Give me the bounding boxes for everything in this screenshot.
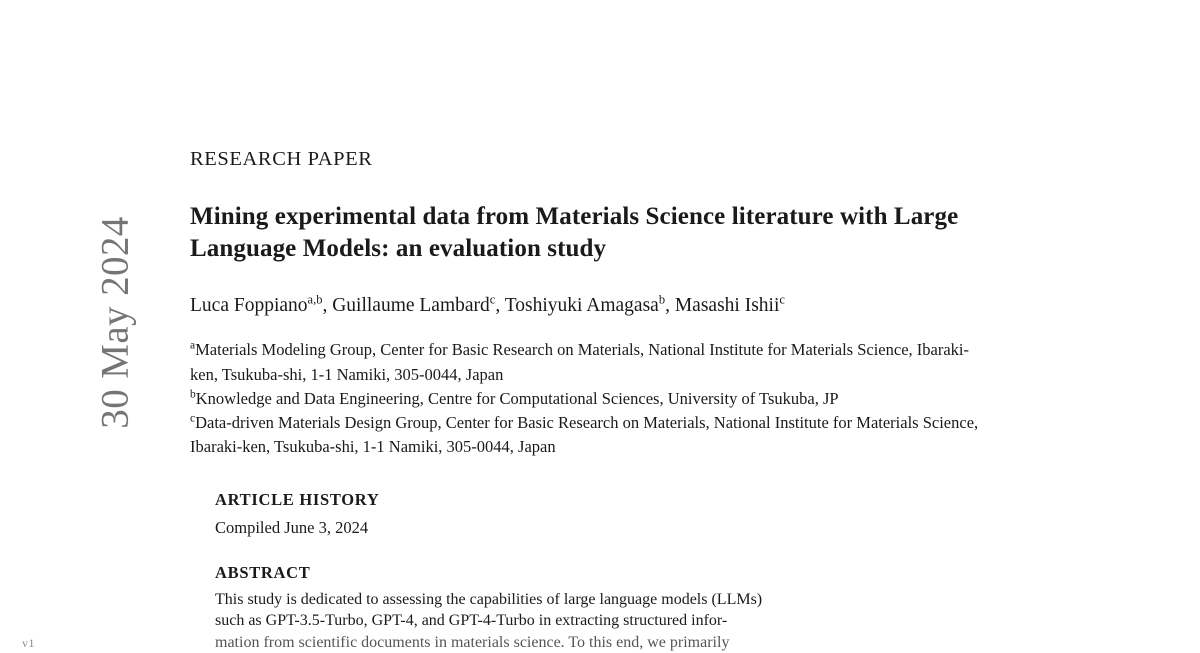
affiliation-item: [190, 338, 995, 387]
affiliation-mark: a: [190, 339, 196, 352]
author-name: Toshiyuki Amagasa: [504, 295, 659, 316]
paper-kicker: RESEARCH PAPER: [190, 148, 373, 170]
paper-content: [190, 148, 990, 653]
abstract-line: mation from scientific documents in materials science. To this end, we primarily: [215, 633, 730, 651]
author-entry: [674, 292, 785, 316]
affiliation-mark: c: [190, 412, 196, 425]
affiliation-item: [190, 411, 995, 460]
article-history-compiled: Compiled June 3, 2024: [215, 517, 369, 537]
affiliation-mark: b: [190, 388, 196, 401]
abstract-heading: ABSTRACT: [215, 562, 311, 582]
affiliation-text: Knowledge and Data Engineering, Centre for Computational Sciences, University of Tsukuba, JP: [195, 388, 839, 408]
affiliation-text: Materials Modeling Group, Center for Basic Research on Materials, National Institute for Materials Science, Ibaraki-ken, Tsukuba-shi, 1-1 Namiki, 305-0044, Japan: [190, 340, 969, 384]
author-list: [190, 293, 990, 318]
arxiv-side-stamp-date: 30 May 2024: [93, 216, 137, 429]
author-separator: ,: [322, 295, 333, 316]
author-name: Luca Foppiano: [190, 295, 308, 316]
page-title: Mining experimental data from Materials Science literature with Large Language Models: an evaluation study: [190, 203, 959, 262]
arxiv-side-stamp-version: v1: [22, 636, 35, 650]
abstract-line: such as GPT-3.5-Turbo, GPT-4, and GPT-4-Turbo in extracting structured infor-: [215, 612, 728, 630]
author-separator: ,: [495, 295, 505, 316]
author-affiliation-marks: c: [489, 292, 496, 307]
author-name: Masashi Ishii: [674, 295, 780, 316]
article-history-block: [190, 490, 915, 539]
author-entry: [504, 292, 675, 316]
author-entry: [332, 292, 505, 316]
abstract-line: This study is dedicated to assessing the capabilities of large language models (LLMs): [215, 590, 763, 608]
author-affiliation-marks: c: [779, 292, 785, 307]
affiliation-list: [190, 338, 995, 459]
affiliation-item: [190, 387, 995, 411]
affiliation-text: Data-driven Materials Design Group, Center for Basic Research on Materials, National Institute for Materials Science, Ibaraki-ken, Tsukuba-shi, 1-1 Namiki, 305-0044, Japan: [190, 413, 979, 457]
article-history-heading: ARTICLE HISTORY: [215, 489, 380, 509]
author-affiliation-marks: a,b: [307, 292, 323, 307]
author-affiliation-marks: b: [658, 292, 666, 307]
author-name: Guillaume Lambard: [332, 295, 490, 316]
author-separator: ,: [665, 295, 675, 316]
author-entry: [190, 292, 333, 316]
abstract-block: [190, 563, 915, 653]
